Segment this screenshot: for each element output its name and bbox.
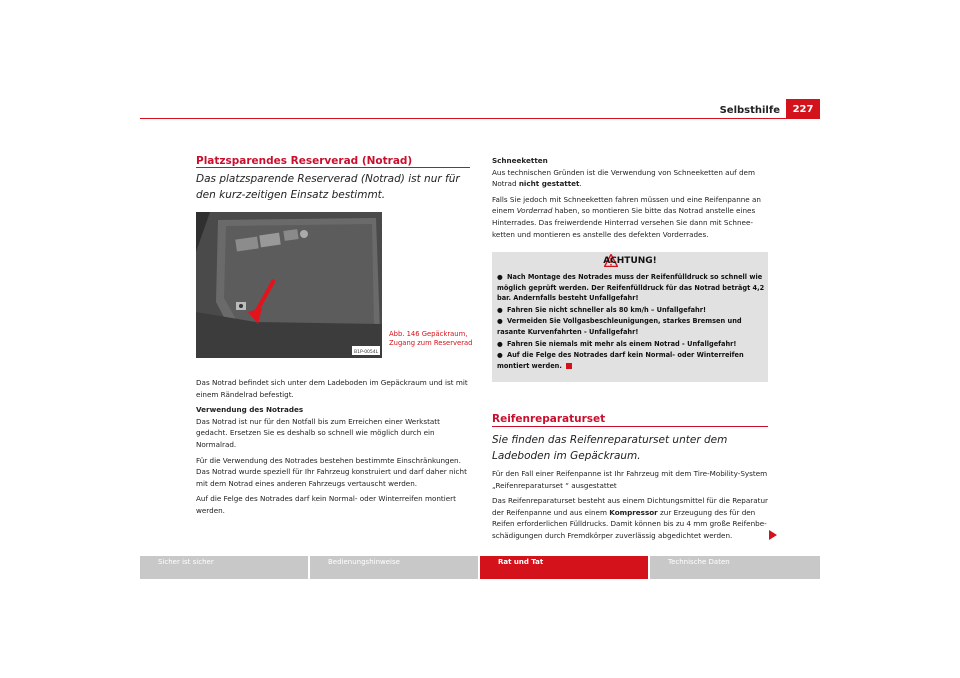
footer-tab-bedienung[interactable]: Bedienungshinweise [310, 556, 478, 579]
reparaturset-body: Für den Fall einer Reifenpanne ist Ihr Fahrzeug mit dem Tire-Mobility-System „Reifenreparaturset “ ausgestattet Das Reifenreparaturset besteht aus einem Dichtungsmittel für die Reparatur der Reifenpanne und aus einem Kompressor zur Erzeugung des für den Reifen erforderlichen Fülldrucks. Damit können bis zu 4 mm große Reifenbe-schädigungen durch Fremdkörper zuverlässig abgedichtet werden. [492, 468, 772, 546]
warning-item: ● Nach Montage des Notrades muss der Reifenfülldruck so schnell wie möglich geprüft werden. Der Reifenfülldruck für das Notrad beträgt 4,2 bar. Andernfalls besteht Unfallgefahr! [497, 273, 765, 303]
footer-tab-sicher[interactable]: Sicher ist sicher [140, 556, 308, 579]
section-rule [492, 426, 768, 427]
section-subtitle-notrad: Das platzsparende Reserverad (Notrad) ist nur für den kurz-zeitigen Einsatz bestimmt. [196, 173, 460, 201]
warning-box [492, 252, 768, 382]
notrad-intro: Das Notrad befindet sich unter dem Ladeboden im Gepäckraum und ist mit einem Rändelrad befestigt. [196, 378, 468, 399]
snow-heading: Schneeketten [492, 156, 548, 165]
footer-tab-technische-daten[interactable]: Technische Daten [650, 556, 820, 579]
usage-heading: Verwendung des Notrades [196, 405, 304, 415]
reparaturset-p1: Für den Fall einer Reifenpanne ist Ihr Fahrzeug mit dem Tire-Mobility-System „Reifenreparaturset “ ausgestattet [492, 469, 768, 490]
section-subtitle-reparaturset: Sie finden das Reifenreparaturset unter dem Ladeboden im Gepäckraum. [492, 434, 728, 462]
figure-code: B1P-0054L [354, 350, 379, 355]
warning-item: ● Vermeiden Sie Vollgasbeschleunigungen, starkes Bremsen und rasante Kurvenfahrten - Unfallgefahr! [497, 317, 742, 336]
next-page-arrow-icon[interactable] [769, 530, 777, 540]
warning-title: ACHTUNG! [603, 256, 657, 266]
trunk-illustration [196, 212, 382, 358]
warning-item: ● Fahren Sie nicht schneller als 80 km/h – Unfallgefahr! [497, 305, 706, 314]
trunk-figure [196, 212, 382, 358]
section-title-notrad: Platzsparendes Reserverad (Notrad) [196, 155, 413, 167]
page-header-title: Selbsthilfe [719, 105, 780, 116]
usage-p1: Das Notrad ist nur für den Notfall bis zum Erreichen einer Werkstatt gedacht. Ersetzen Sie es deshalb so schnell wie möglich durch ein Normalrad. [196, 416, 440, 449]
section-rule [196, 167, 470, 168]
header-rule [140, 118, 820, 119]
usage-p3: Auf die Felge des Notrades darf kein Normal- oder Winterreifen montiert werden. [196, 494, 456, 515]
snow-chains-body: Schneeketten Aus technischen Gründen ist die Verwendung von Schneeketten auf dem Notrad nicht gestattet. Falls Sie jedoch mit Schneeketten fahren müssen und eine Reifenpanne an einem Vorderrad haben, so montieren Sie bitte das Notrad anstelle eines Hinterrades. Das freiwerdende Hinterrad versehen Sie dann mit Schnee-ketten und montieren es anstelle des defekten Vorderrades. [492, 156, 761, 239]
figure-caption: Abb. 146 Gepäckraum, Zugang zum Reserverad [389, 330, 473, 347]
usage-p2: Für die Verwendung des Notrades bestehen bestimmte Einschränkungen. Das Notrad wurde speziell für Ihr Fahrzeug konstruiert und darf daher nicht mit dem Notrad eines anderen Fahrzeugs vertauscht werden. [196, 455, 467, 488]
warning-list [497, 272, 765, 372]
warning-item: ● Fahren Sie niemals mit mehr als einem Notrad - Unfallgefahr! [497, 339, 737, 348]
footer-tab-rat-und-tat[interactable]: Rat und Tat [480, 556, 648, 579]
warning-item: ● Auf die Felge des Notrades darf kein Normal- oder Winterreifen montiert werden. [497, 351, 744, 370]
end-mark-icon [566, 363, 572, 369]
page-number: 227 [786, 99, 820, 118]
section-title-reparaturset: Reifenreparaturset [492, 413, 606, 425]
notrad-body [196, 377, 472, 521]
